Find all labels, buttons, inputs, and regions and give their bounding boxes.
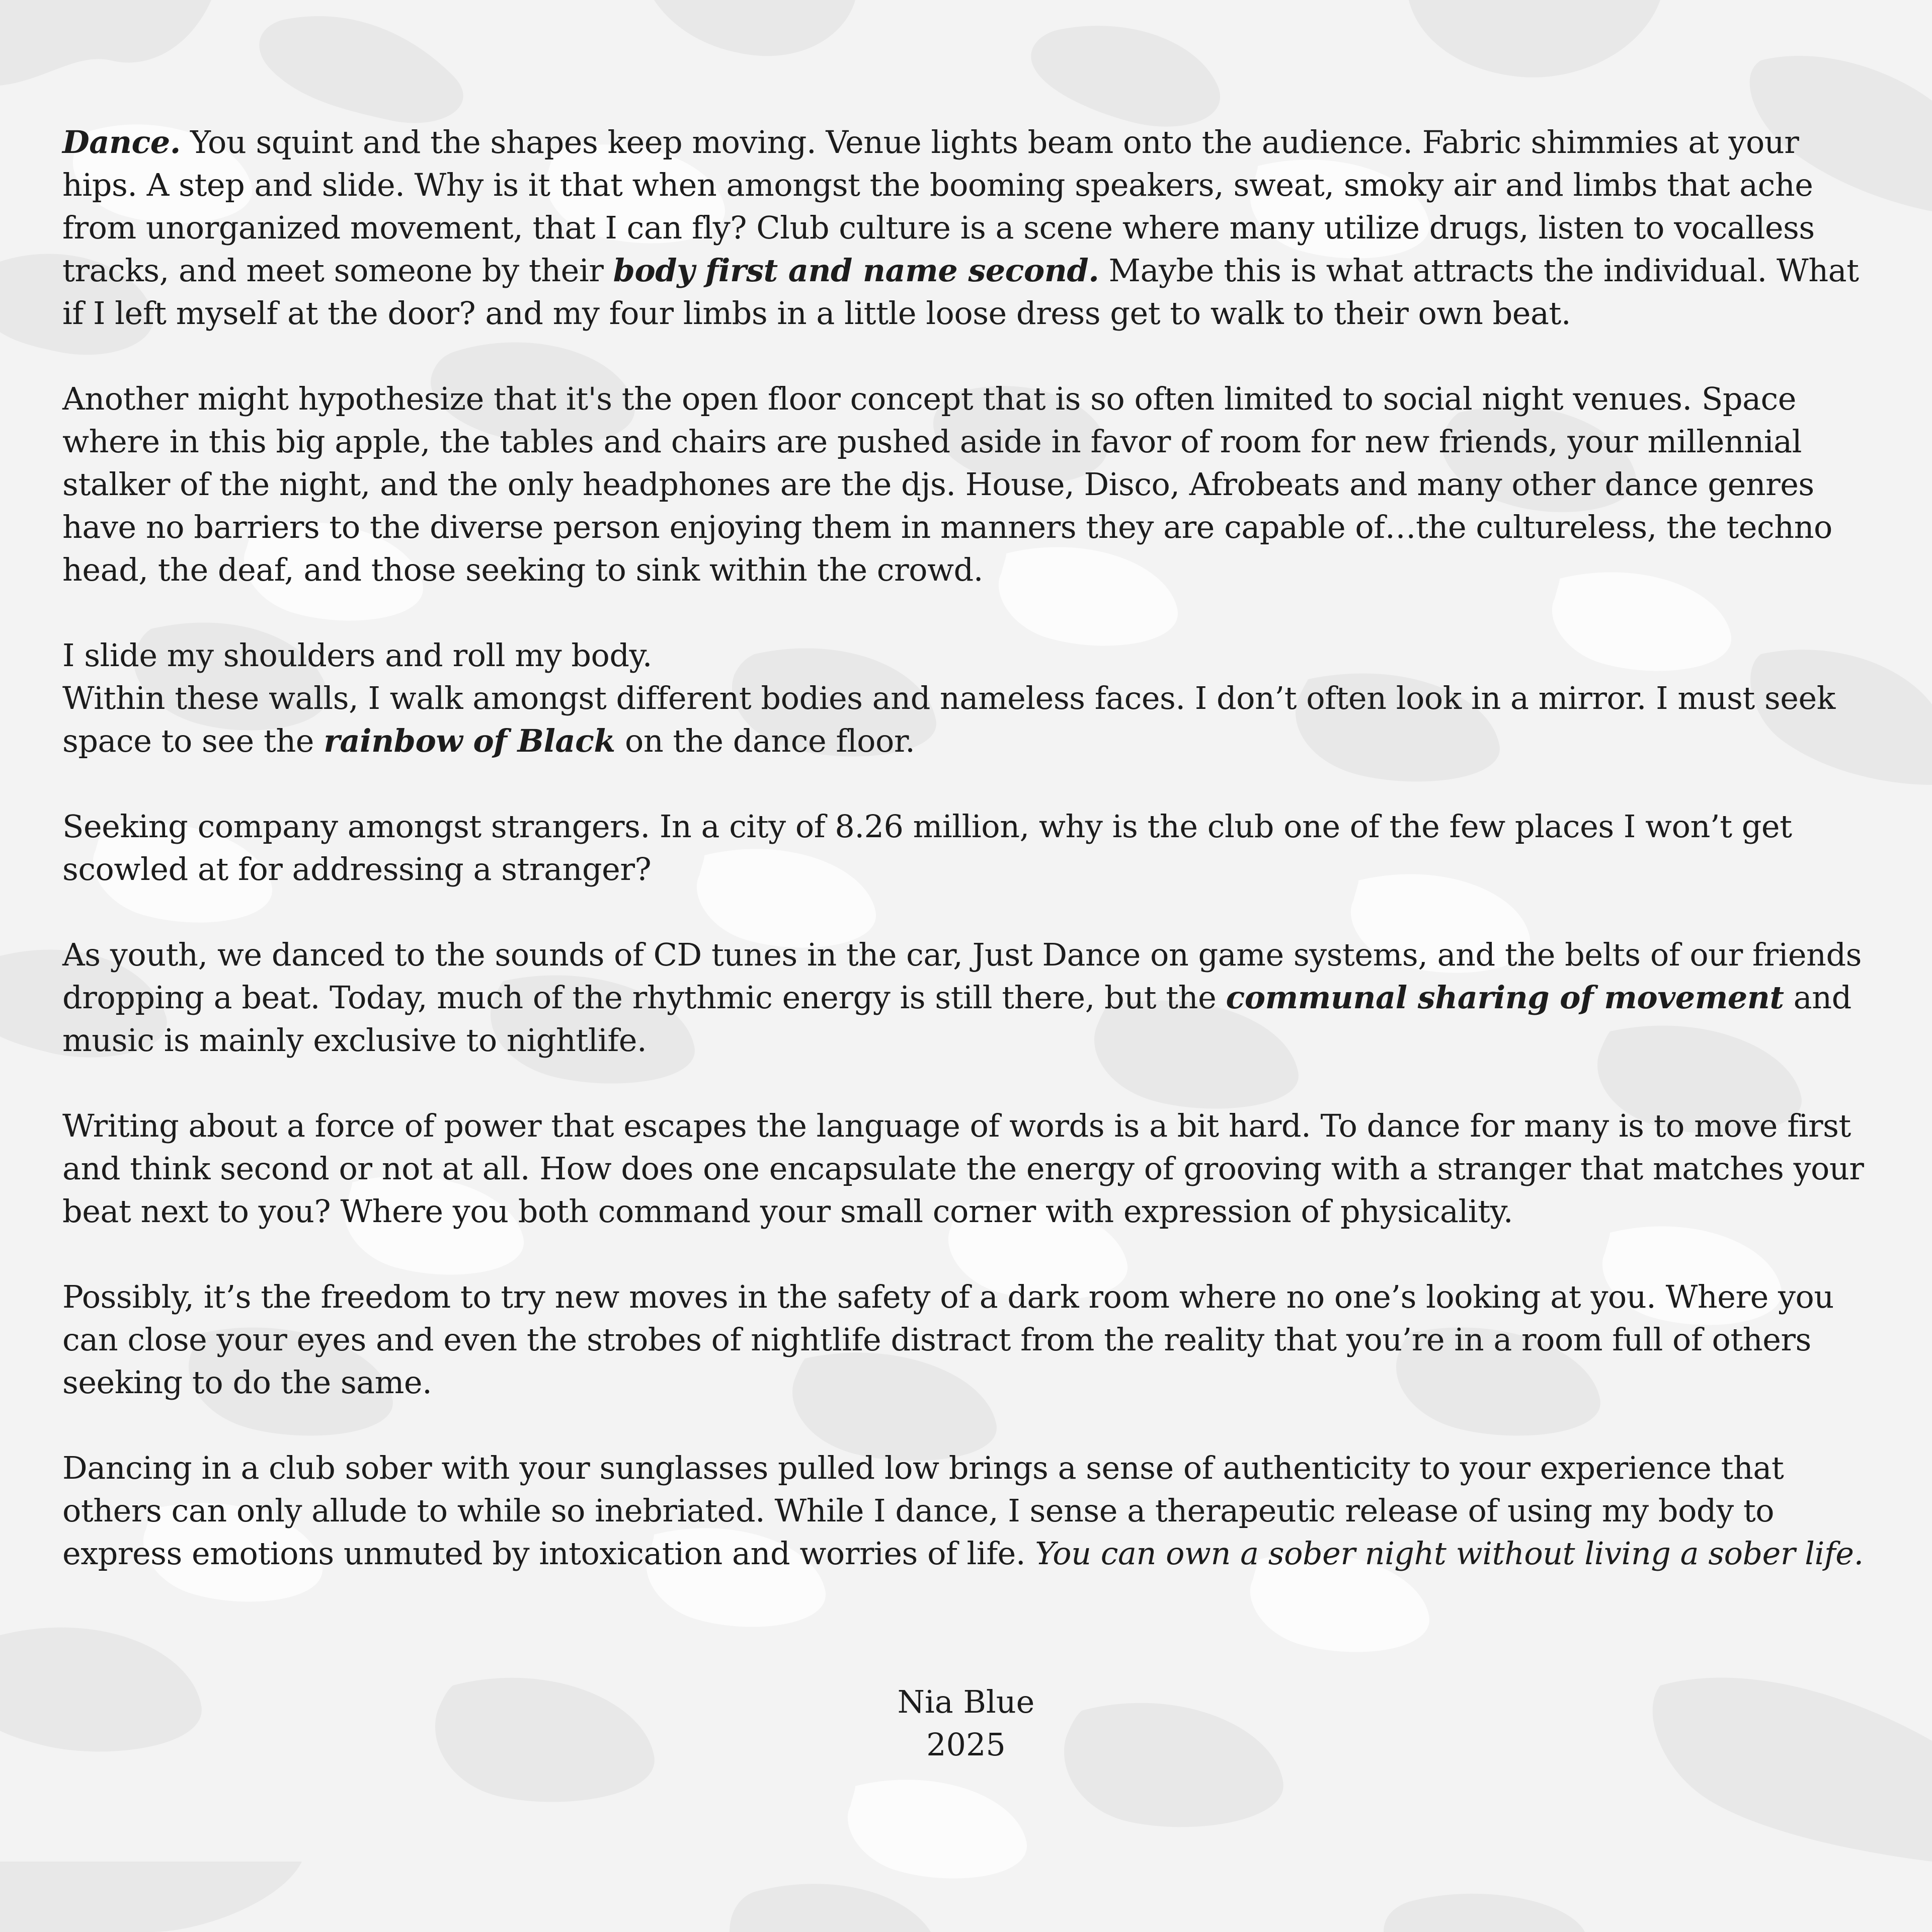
essay-body (62, 121, 1874, 1618)
signature-block (0, 1680, 1932, 1766)
signature-year: 2025 (926, 1726, 1006, 1763)
paragraph-3-line-1: I slide my shoulders and roll my body. (62, 637, 653, 674)
paragraph-7: Possibly, it’s the freedom to try new moves in the safety of a dark room where no one’s looking at you. Where you can close your eyes and even the strobes of nightlife distract from the reality that you’re in a room full of others seeking to do the same. (62, 1278, 1834, 1401)
paragraph-1-emphasis: body first and name second. (613, 252, 1099, 289)
paragraph-5-emphasis: communal sharing of movement (1226, 979, 1784, 1016)
paragraph-4: Seeking company amongst strangers. In a city of 8.26 million, why is the club one of the few places I won’t get scowled at for addressing a stranger? (62, 808, 1792, 888)
paragraph-5-text-b: and music is mainly exclusive to nightlife. (62, 979, 1852, 1059)
paragraph-2: Another might hypothesize that it's the open floor concept that is so often limited to social night venues. Space where in this big apple, the tables and chairs are pushed aside in favor of room for new friends, your millennial stalker of the night, and the only headphones are the djs. House, Disco, Afrobeats and many other dance genres have no barriers to the diverse person enjoying them in manners they are capable of…the cultureless, the techno head, the deaf, and those seeking to sink within the crowd. (62, 380, 1832, 588)
paragraph-3-emphasis: rainbow of Black (324, 722, 615, 759)
paragraph-3 (62, 634, 1874, 762)
paragraph-1-text-a: You squint and the shapes keep moving. Venue lights beam onto the audience. Fabric shimmies at your hips. A step and slide. Why is it that when amongst the booming speakers, sweat, smoky air and limbs that ache from unorganized movement, that I can fly? Club culture is a scene where many utilize drugs, listen to vocalless tracks, and meet someone by their (62, 124, 1815, 289)
paragraph-1-text-b: Maybe this is what attracts the individual. What if I left myself at the door? and my four limbs in a little loose dress get to walk to their own beat. (62, 252, 1859, 332)
paragraph-3-text-a: Within these walls, I walk amongst different bodies and nameless faces. I don’t often look in a mirror. I must seek space to see the (62, 680, 1835, 759)
paragraph-8 (62, 1446, 1874, 1575)
author-name: Nia Blue (897, 1683, 1035, 1720)
paragraph-8-text-a: Dancing in a club sober with your sunglasses pulled low brings a sense of authenticity to your experience that others can only allude to while so inebriated. While I dance, I sense a therapeutic release of using my body to express emotions unmuted by intoxication and worries of life. (62, 1450, 1784, 1572)
paragraph-5 (62, 933, 1874, 1062)
paragraph-3-text-b: on the dance floor. (615, 722, 915, 759)
paragraph-6: Writing about a force of power that escapes the language of words is a bit hard. To dance for many is to move first and think second or not at all. How does one encapsulate the energy of grooving with a stranger that matches your beat next to you? Where you both command your small corner with expression of physicality. (62, 1107, 1864, 1230)
paragraph-5-text-a: As youth, we danced to the sounds of CD tunes in the car, Just Dance on game systems, and the belts of our friends dropping a beat. Today, much of the rhythmic energy is still there, but the (62, 936, 1862, 1016)
paragraph-1 (62, 121, 1874, 335)
paragraph-8-italic-closing: You can own a sober night without living a sober life. (1035, 1535, 1864, 1572)
paragraph-1-lead: Dance. (62, 124, 181, 160)
